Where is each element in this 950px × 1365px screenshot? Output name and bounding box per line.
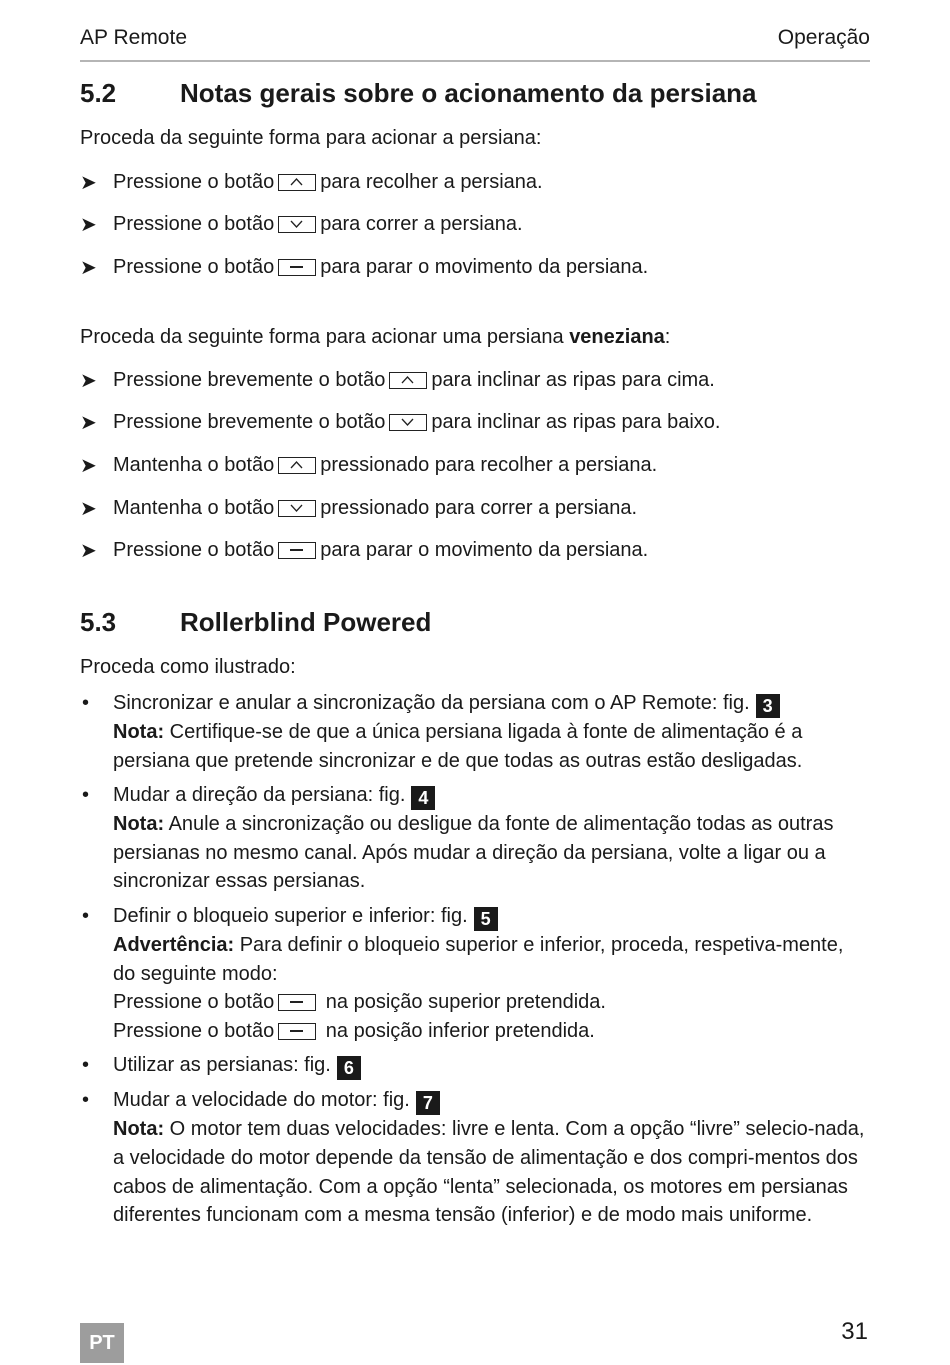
arrow-icon: ➤ [80, 455, 97, 477]
figure-ref-badge: 5 [474, 907, 498, 931]
step-row: ➤ Mantenha o botão pressionado para recolher a persiana. [80, 454, 658, 477]
arrow-icon: ➤ [80, 412, 97, 434]
list-item: • Definir o bloqueio superior e inferior: fig. 5 Advertência: Para definir o bloqueio superior e inferior, proceda, respetiva-mente, do seguinte modo: Pressione o botão na posição superior pretendida. Pressione o botão na posição inferior pretendida. [80, 902, 870, 1045]
step-row: ➤ Pressione o botão para parar o movimento da persiana. [80, 256, 649, 279]
section-5-2-intro: Proceda da seguinte forma para acionar a persiana: [80, 127, 542, 149]
arrow-icon: ➤ [80, 172, 97, 194]
page-number: 31 [841, 1318, 868, 1345]
figure-ref-badge: 3 [756, 694, 780, 718]
section-title: Rollerblind Powered [180, 607, 432, 637]
chevron-up-icon [389, 372, 427, 389]
stop-icon [278, 542, 316, 559]
section-5-2-intro-veneziana: Proceda da seguinte forma para acionar uma persiana veneziana: [80, 326, 671, 348]
list-item: • Mudar a direção da persiana: fig. 4 Nota: Anule a sincronização ou desligue da fonte de alimentação todas as outras persianas no mesmo canal. Após mudar a direção da persiana, volte a ligar ou a sincronizar essas persianas. [80, 781, 870, 896]
instruction-list [80, 689, 870, 1236]
chevron-down-icon [278, 216, 316, 233]
step-row: ➤ Pressione brevemente o botão para inclinar as ripas para cima. [80, 369, 715, 392]
bullet-icon: • [82, 784, 90, 807]
step-row: ➤ Pressione o botão para correr a persiana. [80, 213, 523, 236]
language-tag: PT [80, 1323, 124, 1363]
section-number: 5.2 [80, 78, 117, 108]
step-row: ➤ Mantenha o botão pressionado para correr a persiana. [80, 497, 638, 520]
chevron-down-icon [389, 414, 427, 431]
bullet-icon: • [82, 904, 90, 927]
chevron-down-icon [278, 500, 316, 517]
stop-icon [278, 259, 316, 276]
section-5-3-heading [80, 607, 431, 638]
list-item: • Sincronizar e anular a sincronização da persiana com o AP Remote: fig. 3 Nota: Certifique-se de que a única persiana ligada à fonte de alimentação é a persiana que pretende sincronizar e de que todas as outras estão desligadas. [80, 689, 870, 775]
chevron-up-icon [278, 174, 316, 191]
section-title: Notas gerais sobre o acionamento da persiana [180, 78, 757, 108]
bullet-icon: • [82, 692, 90, 714]
bullet-icon: • [82, 1054, 90, 1077]
header-section: Operação [777, 26, 870, 49]
chevron-up-icon [278, 457, 316, 474]
stop-icon [278, 1023, 316, 1040]
bullet-icon: • [82, 1089, 90, 1112]
arrow-icon: ➤ [80, 214, 97, 236]
step-row: ➤ Pressione o botão para recolher a persiana. [80, 171, 543, 194]
list-item: • Utilizar as persianas: fig. 6 [80, 1051, 870, 1080]
arrow-icon: ➤ [80, 498, 97, 520]
arrow-icon: ➤ [80, 540, 97, 562]
list-item: • Mudar a velocidade do motor: fig. 7 Nota: O motor tem duas velocidades: livre e lenta. Com a opção “livre” selecio-nada, a velocidade do motor depende da tensão de alimentação e dos compri-mentos dos cabos de alimentação. Com a opção “lenta” selecionada, os motores em persianas diferentes funcionam com a mesma tensão (inferior) e de modo mais uniforme. [80, 1086, 870, 1229]
figure-ref-badge: 7 [416, 1091, 440, 1115]
section-5-2-heading [80, 78, 757, 109]
arrow-icon: ➤ [80, 257, 97, 279]
step-row: ➤ Pressione o botão para parar o movimento da persiana. [80, 539, 649, 562]
figure-ref-badge: 4 [411, 786, 435, 810]
header-title: AP Remote [80, 26, 187, 49]
arrow-icon: ➤ [80, 370, 97, 392]
page-header [80, 26, 870, 62]
step-row: ➤ Pressione brevemente o botão para inclinar as ripas para baixo. [80, 411, 721, 434]
section-number: 5.3 [80, 607, 117, 637]
stop-icon [278, 994, 316, 1011]
figure-ref-badge: 6 [337, 1056, 361, 1080]
section-5-3-intro: Proceda como ilustrado: [80, 656, 296, 678]
